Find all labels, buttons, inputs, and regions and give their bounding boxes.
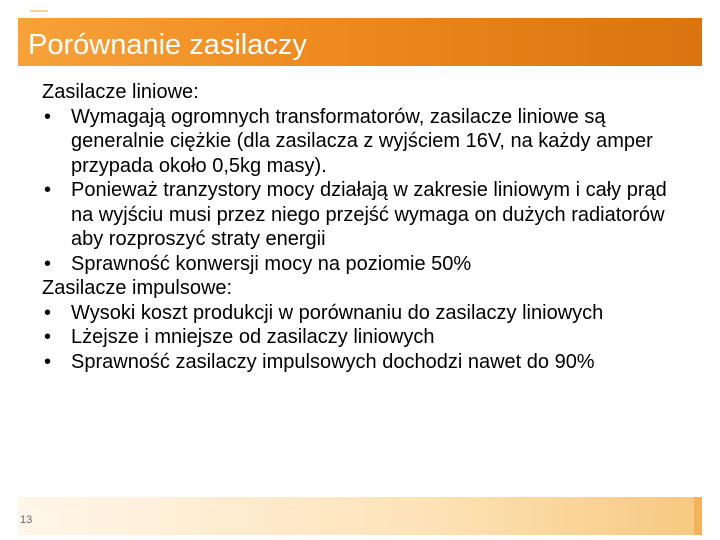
- bullet-icon: •: [44, 326, 52, 348]
- bullet-list-switching: [42, 301, 692, 375]
- bullet-icon: •: [44, 179, 52, 201]
- footer-accent: [694, 497, 702, 535]
- bullet-list-linear: [42, 105, 692, 277]
- footer-bar: [18, 497, 694, 535]
- bullet-icon: •: [44, 301, 52, 324]
- bullet-text: Wysoki koszt produkcji w porównaniu do zasilaczy liniowych: [71, 301, 604, 324]
- bullet-text: Wymagają ogromnych transformatorów, zasilacze liniowe są generalnie ciężkie (dla zasilacza z wyjściem 16V, na każdy amper przypada około 0,5kg masy).: [71, 105, 653, 177]
- section-heading-linear: Zasilacze liniowe:: [42, 81, 199, 103]
- bullet-text: Lżejsze i mniejsze od zasilaczy liniowych: [71, 326, 435, 348]
- bullet-text: Sprawność konwersji mocy na poziomie 50%: [71, 252, 472, 275]
- bullet-item: [42, 350, 692, 375]
- bullet-icon: •: [44, 105, 52, 128]
- bullet-item: [42, 252, 692, 277]
- bullet-text: Ponieważ tranzystory mocy działają w zakresie liniowym i cały prąd na wyjściu musi przez niego przejść wymaga on dużych radiatorów aby rozproszyć straty energii: [71, 179, 667, 250]
- page-number: 13: [20, 514, 33, 526]
- bullet-item: [42, 301, 692, 326]
- bullet-text: Sprawność zasilaczy impulsowych dochodzi nawet do 90%: [71, 350, 595, 373]
- bullet-item: [42, 178, 692, 252]
- slide-content: [42, 80, 692, 374]
- decorative-mark: [30, 10, 48, 17]
- bullet-item: [42, 105, 692, 179]
- slide-title: Porównanie zasilaczy: [28, 29, 307, 61]
- bullet-icon: •: [44, 252, 52, 275]
- bullet-icon: •: [44, 350, 52, 373]
- section-heading-switching: Zasilacze impulsowe:: [42, 277, 233, 299]
- bullet-item: [42, 325, 692, 350]
